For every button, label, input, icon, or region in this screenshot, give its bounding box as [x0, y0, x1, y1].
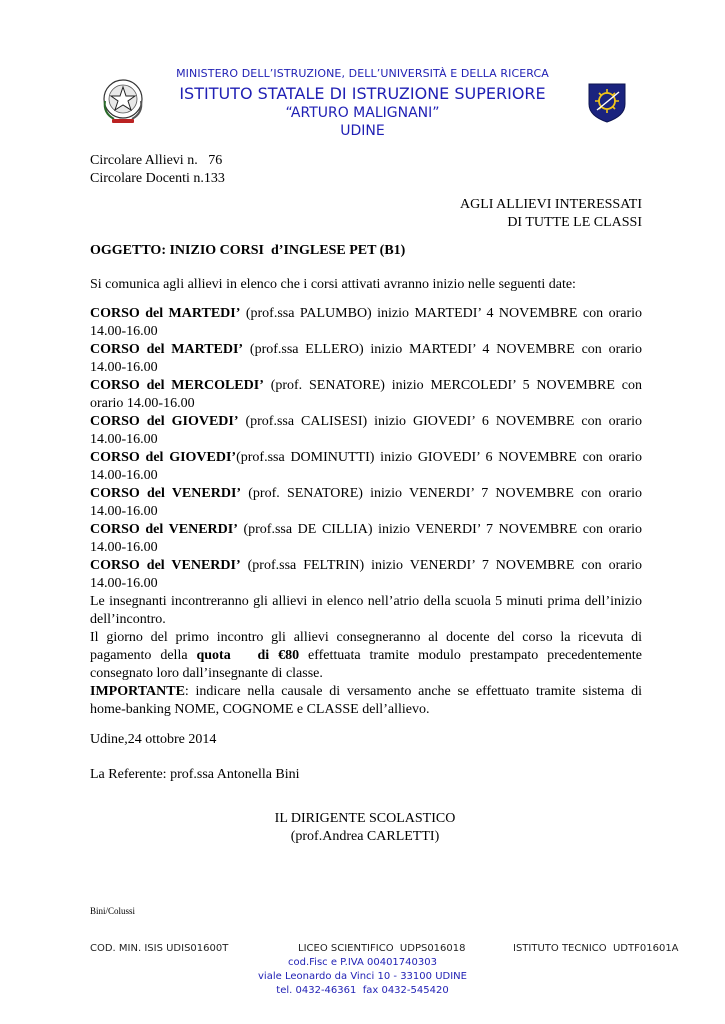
date-line: Udine,24 ottobre 2014 — [90, 732, 217, 747]
author-initials: Bini/Colussi — [90, 906, 136, 916]
payment-paragraph — [90, 629, 642, 683]
course-title: CORSO del VENERDI’ — [90, 486, 242, 501]
footer-address: viale Leonardo da Vinci 10 - 33100 UDINE — [258, 971, 467, 982]
important-paragraph — [90, 683, 642, 719]
course-detail: (prof. SENATORE) inizio VENERDI’ 7 NOVEMBRE con orario 14.00-16.00 — [90, 486, 643, 519]
course-title: CORSO del VENERDI’ — [90, 522, 238, 537]
course-title: CORSO del MARTEDI’ — [90, 306, 241, 321]
circular-numbers — [90, 152, 225, 188]
course-item — [90, 305, 642, 341]
ministry-heading: MINISTERO DELL’ISTRUZIONE, DELL’UNIVERSITÀ E DELLA RICERCA — [176, 67, 549, 80]
course-title: CORSO del MARTEDI’ — [90, 342, 244, 357]
referent-line: La Referente: prof.ssa Antonella Bini — [90, 767, 300, 782]
course-detail: (prof.ssa DOMINUTTI) inizio GIOVEDI’ 6 NOVEMBRE con orario 14.00-16.00 — [90, 450, 642, 483]
institute-city: UDINE — [340, 123, 385, 139]
meeting-note: Le insegnanti incontreranno gli allievi in elenco nell’atrio della scuola 5 minuti prima dell’inizio dell’incontro. — [90, 594, 642, 627]
course-detail: (prof.ssa FELTRIN) inizio VENERDI’ 7 NOVEMBRE con orario 14.00-16.00 — [90, 558, 642, 591]
italian-republic-emblem-icon — [100, 77, 146, 125]
course-item — [90, 485, 642, 521]
school-shield-logo-icon — [585, 80, 629, 124]
subject-line: OGGETTO: INIZIO CORSI d’INGLESE PET (B1) — [90, 243, 406, 258]
intro-text: Si comunica agli allievi in elenco che i corsi attivati avranno inizio nelle seguenti date: — [90, 277, 576, 292]
payment-quota: quota di €80 — [196, 648, 300, 663]
course-item — [90, 449, 642, 485]
course-item — [90, 521, 642, 557]
circular-teachers: Circolare Docenti n.133 — [90, 171, 225, 186]
course-detail: (prof.ssa CALISESI) inizio GIOVEDI’ 6 NOVEMBRE con orario 14.00-16.00 — [90, 414, 642, 447]
footer-tecnico: ISTITUTO TECNICO UDTF01601A — [513, 943, 679, 954]
courses-list — [90, 305, 642, 719]
course-item — [90, 377, 642, 413]
circular-students: Circolare Allievi n. 76 — [90, 153, 223, 168]
footer-fiscal: cod.Fisc e P.IVA 00401740303 — [288, 957, 437, 968]
institute-name: “ARTURO MALIGNANI” — [285, 105, 440, 121]
course-detail: (prof. SENATORE) inizio MERCOLEDI’ 5 NOVEMBRE con orario 14.00-16.00 — [90, 378, 642, 411]
signature-block — [220, 810, 510, 846]
important-text: : indicare nella causale di versamento anche se effettuato tramite sistema di home-banking NOME, COGNOME e CLASSE dell’allievo. — [90, 684, 642, 717]
signature-role: IL DIRIGENTE SCOLASTICO — [274, 811, 456, 826]
course-detail: (prof.ssa PALUMBO) inizio MARTEDI’ 4 NOVEMBRE con orario 14.00-16.00 — [90, 306, 642, 339]
course-title: CORSO del VENERDI’ — [90, 558, 241, 573]
footer-code-isis: COD. MIN. ISIS UDIS01600T — [90, 943, 229, 954]
course-title: CORSO del GIOVEDI’ — [90, 450, 237, 465]
course-detail: (prof.ssa DE CILLIA) inizio VENERDI’ 7 NOVEMBRE con orario 14.00-16.00 — [90, 522, 643, 555]
payment-text-before: Il giorno del primo incontro gli allievi consegneranno al docente del corso la ricevuta di pagamento della — [90, 630, 642, 663]
payment-text-after: effettuata tramite modulo prestampato precedentemente consegnato loro dall’insegnante di classe. — [90, 648, 642, 681]
course-item — [90, 341, 642, 377]
recipients-block — [460, 196, 642, 232]
institute-heading: ISTITUTO STATALE DI ISTRUZIONE SUPERIORE — [179, 84, 546, 103]
important-label: IMPORTANTE — [90, 684, 185, 699]
footer-liceo: LICEO SCIENTIFICO UDPS016018 — [298, 943, 466, 954]
footer-phone: tel. 0432-46361 fax 0432-545420 — [276, 985, 449, 996]
course-title: CORSO del MERCOLEDI’ — [90, 378, 264, 393]
recipients-line-1: AGLI ALLIEVI INTERESSATI — [460, 197, 642, 212]
signature-name: (prof.Andrea CARLETTI) — [290, 829, 440, 844]
recipients-line-2: DI TUTTE LE CLASSI — [507, 215, 642, 230]
course-item — [90, 413, 642, 449]
course-detail: (prof.ssa ELLERO) inizio MARTEDI’ 4 NOVEMBRE con orario 14.00-16.00 — [90, 342, 642, 375]
course-title: CORSO del GIOVEDI’ — [90, 414, 239, 429]
course-item — [90, 557, 642, 593]
